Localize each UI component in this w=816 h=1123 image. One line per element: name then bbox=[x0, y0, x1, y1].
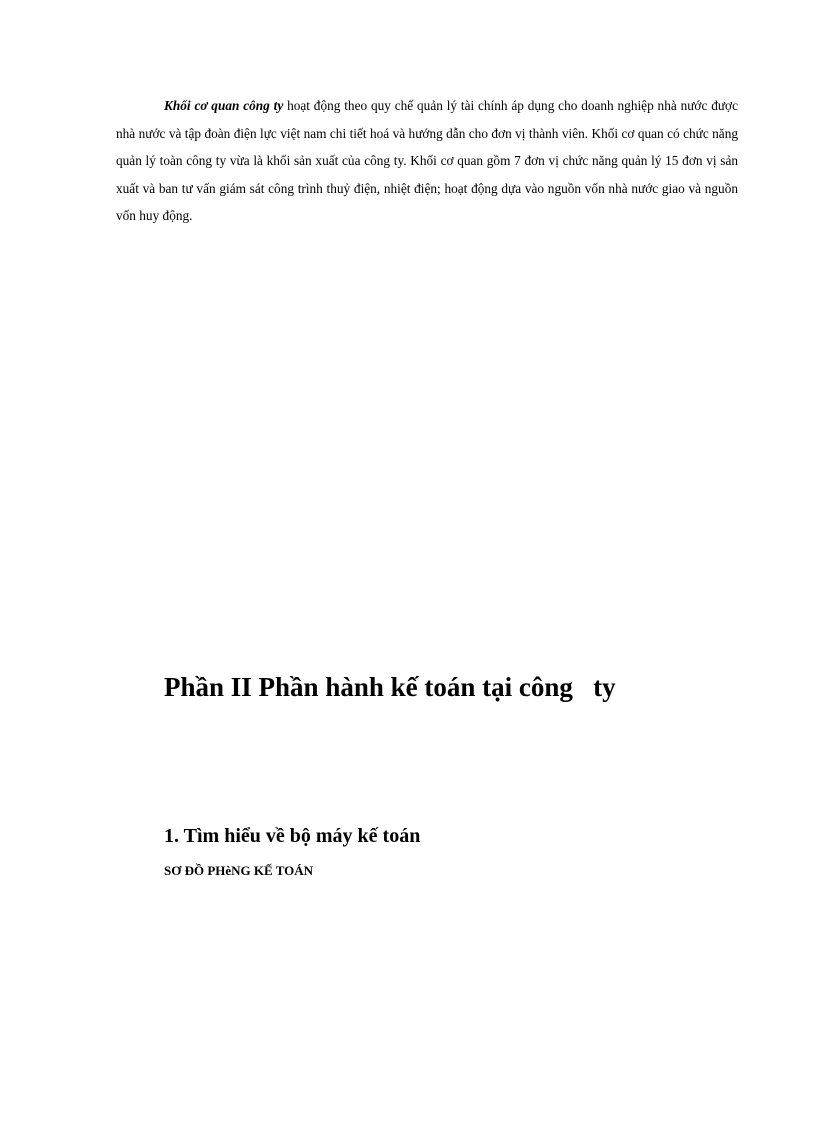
part-title: Phần II Phần hành kế toán tại công ty bbox=[164, 672, 616, 702]
paragraph-body: hoạt động theo quy chế quản lý tài chính áp dụng cho doanh nghiệp nhà nước được nhà nước và tập đoàn điện lực việt nam chi tiết hoá và hướng dẫn cho đơn vị thành viên. Khối cơ quan có chức năng quản lý toàn công ty vừa là khối sản xuất của công ty. Khối cơ quan gồm 7 đơn vị chức năng quản lý 15 đơn vị sản xuất và ban tư vấn giám sát công trình thuỷ điện, nhiệt điện; hoạt động dựa vào nguồn vốn nhà nước giao và nguồn vốn huy động. bbox=[116, 98, 738, 224]
paragraph-lead: Khối cơ quan công ty bbox=[164, 98, 284, 113]
diagram-label: SƠ ĐỒ PHèNG KẾ TOÁN bbox=[164, 863, 314, 878]
intro-paragraph bbox=[116, 92, 738, 230]
section-title: 1. Tìm hiểu về bộ máy kế toán bbox=[164, 825, 421, 847]
